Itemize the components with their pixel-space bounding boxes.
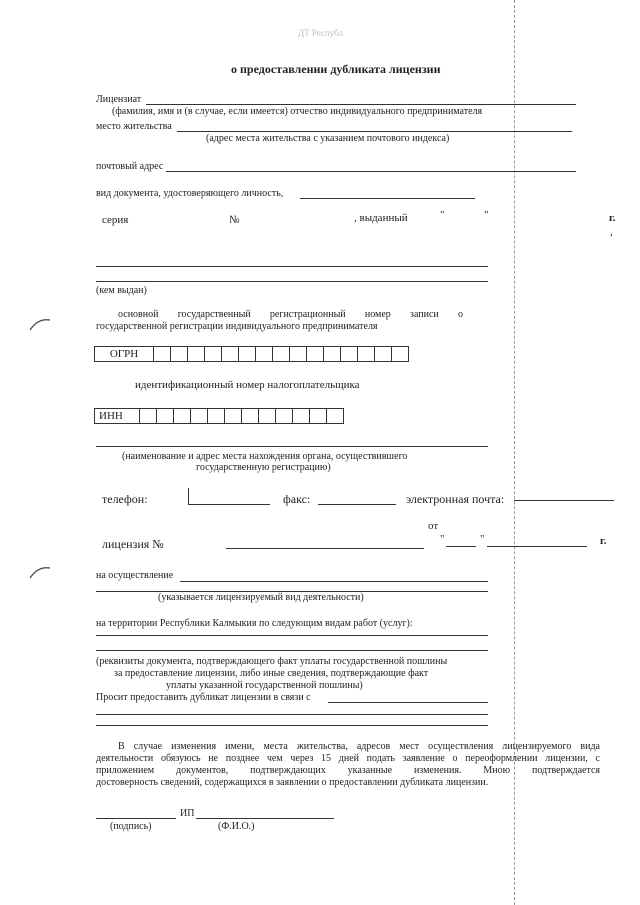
ogrn-cell[interactable] [154,347,171,361]
signature-caption: (подпись) [110,821,152,832]
license-number-label: лицензия № [102,537,164,551]
fio-caption: (Ф.И.О.) [218,821,255,832]
phone-field-tick [188,488,189,504]
fax-field-line[interactable] [318,504,396,505]
inn-cell[interactable] [259,409,276,423]
issued-by-note: (кем выдан) [96,285,147,296]
license-day-line[interactable] [446,546,476,547]
inn-cell[interactable] [191,409,208,423]
id-document-field-line[interactable] [300,198,475,199]
issued-by-line-2[interactable] [96,281,488,282]
quote-open: " [440,209,445,221]
territory-label: на территории Республики Калмыкия по следующим видам работ (услуг): [96,618,413,629]
fio-line[interactable] [196,818,334,819]
ogrn-cell[interactable] [222,347,239,361]
ogrn-cell[interactable] [205,347,222,361]
ogrn-cell[interactable] [171,347,188,361]
ip-label: ИП [180,808,195,819]
comma-mark: , [610,226,613,238]
from-label: от [428,520,439,532]
inn-cell[interactable] [327,409,343,423]
request-label: Просит предоставить дубликат лицензии в связи с [96,692,311,703]
faded-stamp-text: ДТ Республ [298,28,344,38]
inn-cell[interactable] [242,409,259,423]
quote-close: " [484,209,489,221]
notice-line-1: В случае изменения имени, места жительства, адресов мест осуществления лицензируемого вида [118,741,600,752]
payment-note-line2: за предоставление лицензии, либо иные сведения, подтверждающие факт [114,668,429,679]
series-label: серия [102,214,129,226]
activity-field-line-1[interactable] [180,581,488,582]
ogrn-cell[interactable] [256,347,273,361]
inn-heading: идентификационный номер налогоплательщика [135,379,360,391]
license-quote-open: " [440,533,445,545]
issued-by-line-1[interactable] [96,266,488,267]
territory-field-line-1[interactable] [96,635,488,636]
id-document-label: вид документа, удостоверяющего личность, [96,188,284,199]
ogrn-description-line1: основной государственный регистрационный номер записи о [118,309,463,320]
notice-line-2: деятельности обязуюсь не позднее чем через 15 дней подать заявление о переоформлении лицензии, с [96,753,600,764]
notice-line-3: приложением документов, подтверждающих указанные изменения. Мною подтверждается [96,765,600,776]
inn-cell[interactable] [310,409,327,423]
residence-field-line[interactable] [177,131,572,132]
registrar-note-line1: (наименование и адрес места нахождения органа, осуществившего [122,451,408,462]
ogrn-cell[interactable] [290,347,307,361]
territory-field-line-2[interactable] [96,650,488,651]
request-field-line-3[interactable] [96,725,488,726]
inn-cell[interactable] [293,409,310,423]
punch-hole-mark [28,564,52,580]
licensee-field-line[interactable] [146,104,576,105]
year-suffix: г. [609,212,616,224]
licensee-note: (фамилия, имя и (в случае, если имеется) отчество индивидуального предпринимателя [112,106,483,117]
issued-label: , выданный [354,212,408,224]
payment-note-line3: уплаты указанной государственной пошлины) [166,680,363,691]
inn-cell[interactable] [140,409,157,423]
postal-label: почтовый адрес [96,161,164,172]
residence-label: место жительства [96,121,172,132]
inn-cell[interactable] [157,409,174,423]
postal-field-line[interactable] [166,171,576,172]
license-month-line[interactable] [487,546,587,547]
inn-cell[interactable] [225,409,242,423]
license-number-field-line[interactable] [226,548,424,549]
fax-label: факс: [283,492,311,506]
ogrn-cell[interactable] [392,347,408,361]
inn-cells[interactable] [94,408,344,424]
punch-hole-mark [28,316,52,332]
ogrn-cell[interactable] [375,347,392,361]
ogrn-cell[interactable] [324,347,341,361]
request-field-line-2[interactable] [96,714,488,715]
email-label: электронная почта: [406,492,505,506]
ogrn-description-line2: государственной регистрации индивидуального предпринимателя [96,321,378,332]
email-field-line[interactable] [514,500,614,501]
activity-note: (указывается лицензируемый вид деятельности) [158,592,364,603]
inn-cell[interactable] [276,409,293,423]
residence-note: (адрес места жительства с указанием почтового индекса) [206,133,450,144]
notice-line-4: достоверность сведений, содержащихся в заявлении о предоставлении дубликата лицензии. [96,777,489,788]
notice-paragraph [96,741,600,789]
ogrn-cell[interactable] [273,347,290,361]
form-title: о предоставлении дубликата лицензии [231,62,441,76]
registrar-field-line[interactable] [96,446,488,447]
payment-note-line1: (реквизиты документа, подтверждающего факт уплаты государственной пошлины [96,656,448,667]
phone-field-line[interactable] [188,504,270,505]
signature-line[interactable] [96,818,176,819]
licensee-label: Лицензиат [96,94,142,105]
ogrn-cell[interactable] [188,347,205,361]
license-quote-close: " [480,533,485,545]
number-sign: № [229,214,240,226]
license-year-suffix: г. [600,535,607,547]
ogrn-cell[interactable] [341,347,358,361]
ogrn-label: ОГРН [95,347,154,361]
inn-label: ИНН [95,409,140,423]
activity-label: на осуществление [96,570,174,581]
inn-cell[interactable] [174,409,191,423]
request-field-line-1[interactable] [328,702,488,703]
ogrn-cell[interactable] [307,347,324,361]
ogrn-cell[interactable] [358,347,375,361]
ogrn-cells[interactable] [94,346,409,362]
inn-cell[interactable] [208,409,225,423]
phone-label: телефон: [102,492,148,506]
ogrn-cell[interactable] [239,347,256,361]
registrar-note-line2: государственную регистрацию) [196,462,331,473]
